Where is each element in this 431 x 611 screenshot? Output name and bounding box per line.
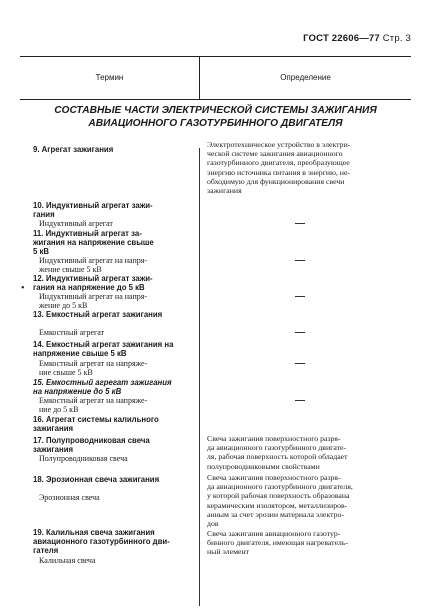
dash-12 [295, 296, 305, 297]
term-13: 13. Емкостный агрегат зажигания [33, 310, 163, 319]
term-12-short: Индуктивный агрегат на напря- жение до 5 кВ [39, 292, 148, 311]
table-column-rule [199, 148, 200, 606]
term-13-short: Емкостный агрегат [39, 328, 105, 337]
term-12: 12. Индуктивный агрегат зажи- гания на напряжение до 5 кВ [33, 274, 153, 293]
dash-14 [295, 363, 305, 364]
term-16: 16. Агрегат системы калильного зажигания [33, 415, 159, 434]
term-18: 18. Эрозионная свеча зажигания [33, 475, 160, 484]
definition-17: Свеча зажигания поверхностного разря- да авиационного газотурбинного двигате- ля, рабочая поверхность которой обладает полупроводниковыми свойствами [207, 434, 348, 471]
term-15-short: Емкостный агрегат на напряже- ние до 5 кВ [39, 396, 148, 415]
term-10: 10. Индуктивный агрегат зажи- гания [33, 201, 153, 220]
term-15: 15. Емкостный агрегат зажигания на напряжение до 5 кВ [33, 378, 172, 397]
section-title-line: СОСТАВНЫЕ ЧАСТИ ЭЛЕКТРИЧЕСКОЙ СИСТЕМЫ ЗАЖИГАНИЯ [54, 105, 377, 116]
page-number: Стр. 3 [382, 33, 411, 44]
term-19-short: Калильная свеча [39, 556, 96, 565]
definition-19: Свеча зажигания авиационного газотур- бинного двигателя, имеющая нагреватель- ный элемент [207, 529, 349, 557]
standard-code: ГОСТ 22606—77 [303, 33, 380, 44]
dash-10 [295, 223, 305, 224]
term-14: 14. Емкостный агрегат зажигания на напряжение свыше 5 кВ [33, 340, 174, 359]
dash-11 [295, 260, 305, 261]
column-definition-heading: Определение [280, 73, 331, 82]
term-11: 11. Индуктивный агрегат за- жигания на напряжение свыше 5 кВ [33, 229, 154, 257]
section-title-line: АВИАЦИОННОГО ГАЗОТУРБИННОГО ДВИГАТЕЛЯ [88, 118, 343, 129]
dash-15 [295, 400, 305, 401]
term-11-short: Индуктивный агрегат на напря- жение свыше 5 кВ [39, 256, 148, 275]
definition-18: Свеча зажигания поверхностного разря- да авиационного газотурбинного двигателя, у которой рабочая поверхность образована керамическим изолятором, металлизиров- анным за счет эрозии материала электро- дов [207, 473, 353, 529]
definition-9: Электротехническое устройство в электри- ческой системе зажигания авиационного газотурбинного двигателя, преобразующее энергию источника питания в энергию, не- обходимую для функционирования свечи зажигания [207, 140, 351, 196]
term-10-short: Индуктивный агрегат [39, 219, 113, 228]
margin-mark: • [21, 283, 25, 294]
section-title [20, 104, 411, 130]
page-header [303, 33, 411, 44]
column-term-heading: Термин [95, 73, 124, 82]
term-9: 9. Агрегат зажигания [33, 145, 114, 154]
term-17-short: Полупроводниковая свеча [39, 454, 128, 463]
dash-13 [295, 332, 305, 333]
column-header [20, 56, 411, 100]
term-18-short: Эрозионная свеча [39, 493, 100, 502]
term-14-short: Емкостный агрегат на напряже- ние свыше 5 кВ [39, 359, 148, 378]
term-17: 17. Полупроводниковая свеча зажигания [33, 436, 150, 455]
term-19: 19. Калильная свеча зажигания авиационного газотурбинного дви- гателя [33, 528, 170, 556]
